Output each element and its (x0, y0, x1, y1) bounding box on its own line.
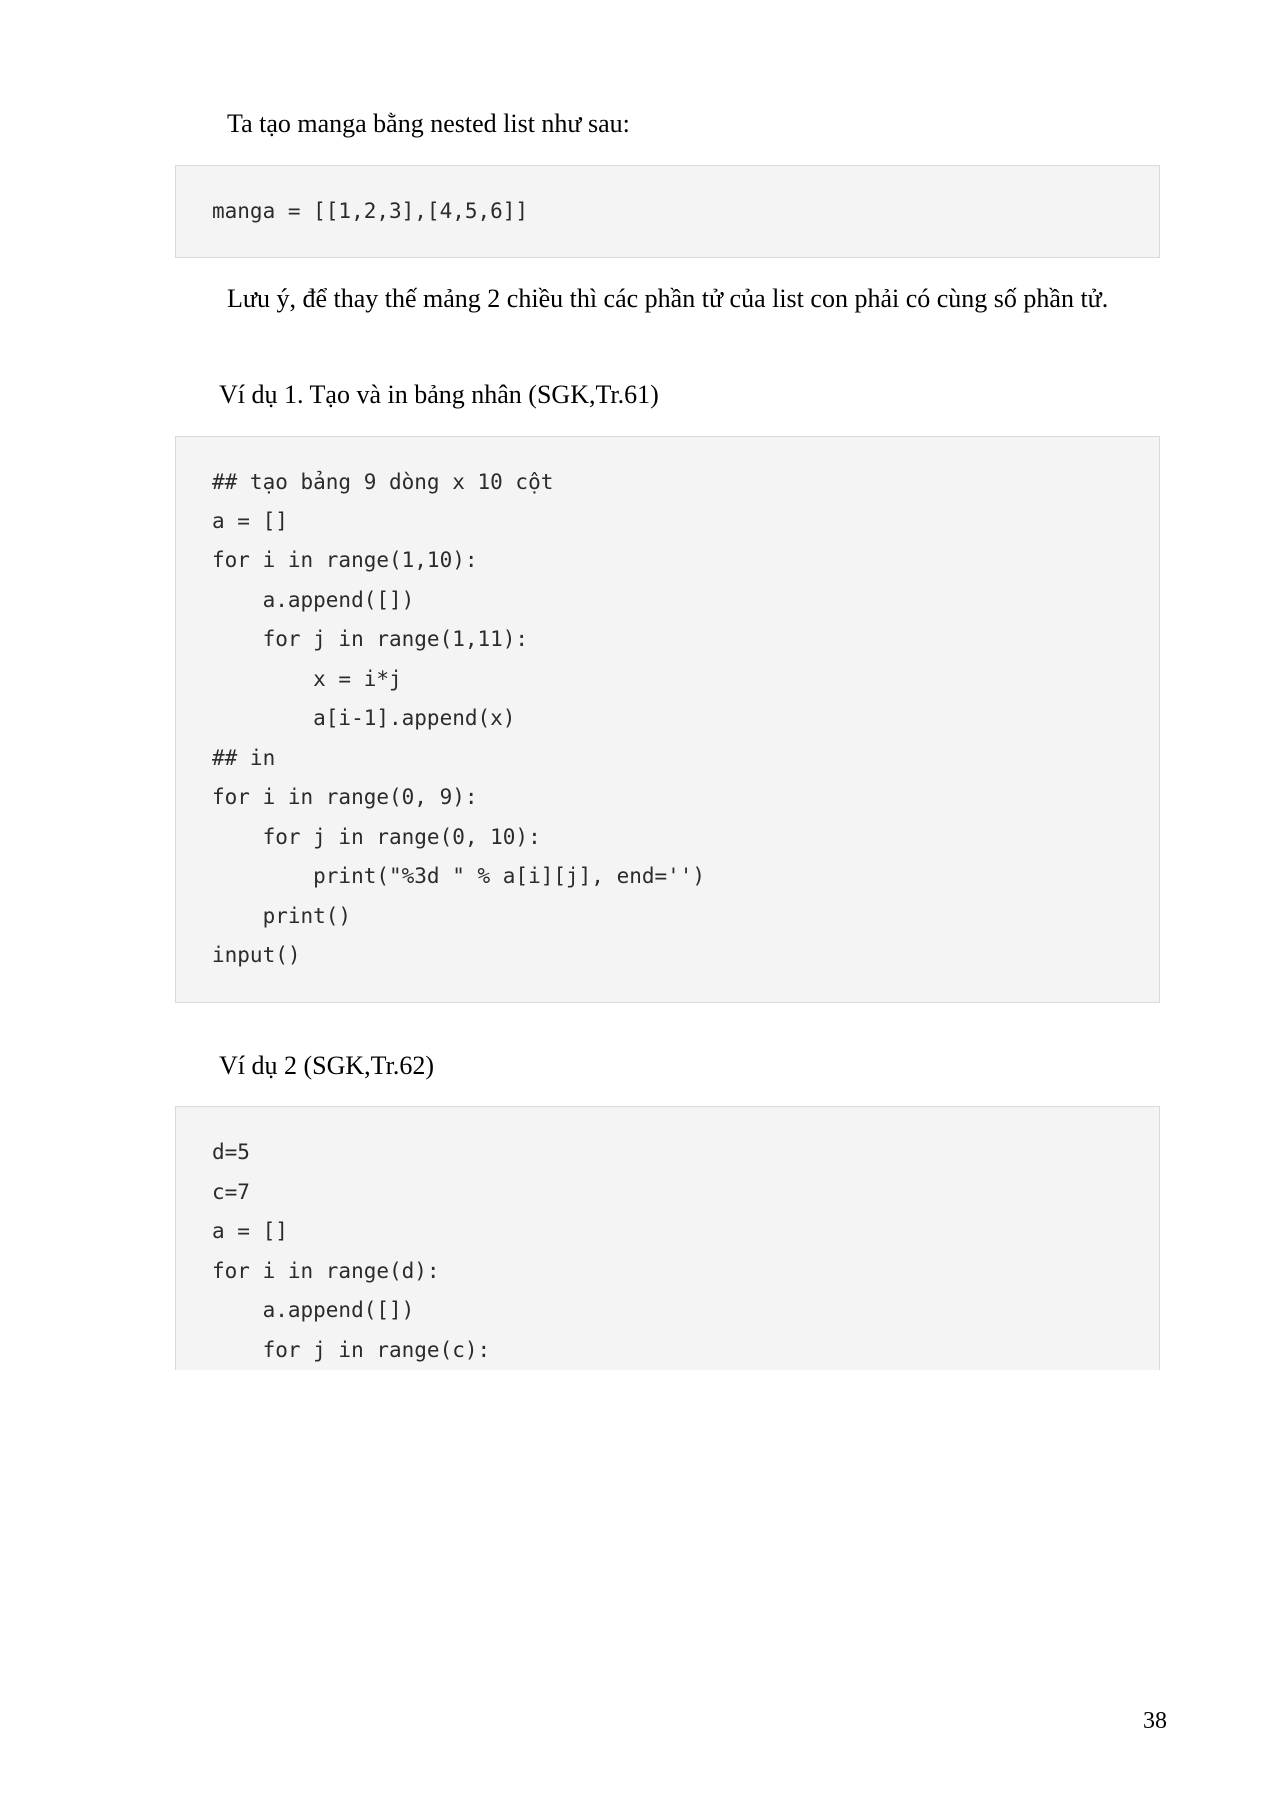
code-line: a[i-1].append(x) (212, 706, 516, 731)
note-paragraph: Lưu ý, để thay thế mảng 2 chiều thì các phần tử của list con phải có cùng số phần tử. (227, 284, 1109, 314)
spacer (175, 1084, 1175, 1106)
code-line: input() (212, 943, 301, 968)
code-line: print() (212, 903, 352, 928)
page-content (175, 105, 1175, 1370)
spacer (175, 318, 1175, 376)
code-line: for i in range(d): (212, 1258, 440, 1283)
spacer (175, 414, 1175, 436)
code-line: ## tạo bảng 9 dòng x 10 cột (212, 469, 554, 494)
code-block-manga (175, 165, 1160, 258)
code-line: a.append([]) (212, 587, 415, 612)
code-line: a = [] (212, 509, 288, 533)
spacer (175, 143, 1175, 165)
spacer (175, 1003, 1175, 1047)
code-line: x = i*j (212, 666, 402, 691)
code-line: for j in range(1,11): (212, 627, 529, 652)
code-line: c=7 (212, 1179, 250, 1204)
code-line: d=5 (212, 1140, 250, 1165)
example-2-heading: Ví dụ 2 (SGK,Tr.62) (219, 1050, 435, 1080)
code-block-example-2 (175, 1106, 1160, 1370)
code-line: for i in range(0, 9): (212, 785, 478, 810)
code-line: for j in range(0, 10): (212, 824, 541, 849)
code-line: a = [] (212, 1219, 288, 1244)
intro-paragraph: Ta tạo manga bằng nested list như sau: (227, 109, 630, 138)
spacer (175, 258, 1175, 280)
code-line: a.append([]) (212, 1298, 415, 1323)
code-line: manga = [[1,2,3],[4,5,6]] (212, 198, 529, 223)
code-line: for j in range(c): (212, 1337, 491, 1362)
page-number: 38 (1143, 1708, 1167, 1734)
code-block-example-1 (175, 436, 1160, 1003)
code-line: print("%3d " % a[i][j], end='') (212, 864, 706, 889)
example-1-heading: Ví dụ 1. Tạo và in bảng nhân (SGK,Tr.61) (219, 379, 659, 409)
code-line: ## in (212, 745, 276, 770)
code-line: for i in range(1,10): (212, 548, 478, 573)
